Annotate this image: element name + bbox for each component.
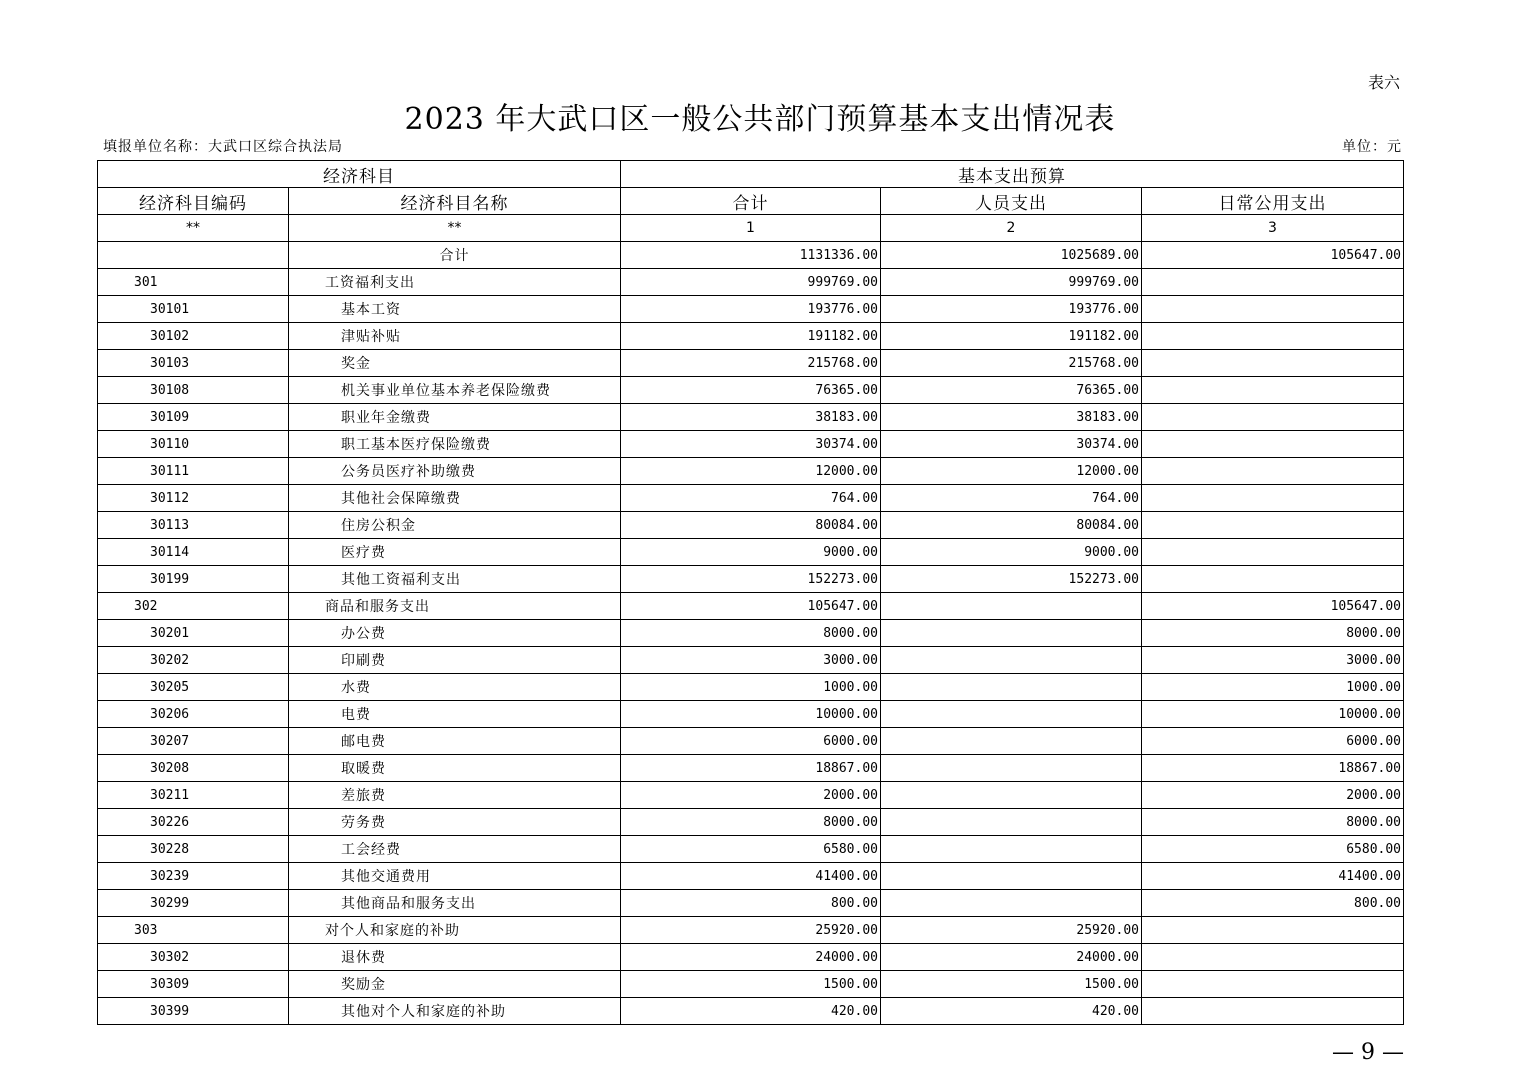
cell-code: 303 bbox=[98, 917, 289, 944]
table-row bbox=[98, 377, 1404, 404]
table-row bbox=[98, 647, 1404, 674]
table-row bbox=[98, 755, 1404, 782]
cell-total: 6000.00 bbox=[621, 728, 881, 755]
cell-personnel: 191182.00 bbox=[881, 323, 1142, 350]
table-row bbox=[98, 809, 1404, 836]
cell-name: 其他交通费用 bbox=[289, 863, 621, 890]
cell-public: 8000.00 bbox=[1142, 809, 1404, 836]
table-row bbox=[98, 323, 1404, 350]
cell-public: 18867.00 bbox=[1142, 755, 1404, 782]
index-code: ** bbox=[98, 215, 289, 242]
cell-personnel: 1025689.00 bbox=[881, 242, 1142, 269]
cell-personnel: 25920.00 bbox=[881, 917, 1142, 944]
col-header-personnel: 人员支出 bbox=[881, 188, 1142, 215]
table-row bbox=[98, 269, 1404, 296]
cell-total: 24000.00 bbox=[621, 944, 881, 971]
cell-personnel: 152273.00 bbox=[881, 566, 1142, 593]
cell-name: 其他社会保障缴费 bbox=[289, 485, 621, 512]
cell-public: 6580.00 bbox=[1142, 836, 1404, 863]
cell-public bbox=[1142, 296, 1404, 323]
cell-name: 职业年金缴费 bbox=[289, 404, 621, 431]
cell-personnel bbox=[881, 620, 1142, 647]
cell-public: 41400.00 bbox=[1142, 863, 1404, 890]
table-row bbox=[98, 782, 1404, 809]
cell-personnel bbox=[881, 647, 1142, 674]
cell-public bbox=[1142, 269, 1404, 296]
cell-name: 奖励金 bbox=[289, 971, 621, 998]
cell-total: 191182.00 bbox=[621, 323, 881, 350]
cell-name: 劳务费 bbox=[289, 809, 621, 836]
index-public: 3 bbox=[1142, 215, 1404, 242]
table-row bbox=[98, 539, 1404, 566]
cell-total: 38183.00 bbox=[621, 404, 881, 431]
cell-name: 对个人和家庭的补助 bbox=[289, 917, 621, 944]
cell-total: 10000.00 bbox=[621, 701, 881, 728]
cell-name: 机关事业单位基本养老保险缴费 bbox=[289, 377, 621, 404]
table-row bbox=[98, 485, 1404, 512]
col-header-public: 日常公用支出 bbox=[1142, 188, 1404, 215]
cell-name: 其他工资福利支出 bbox=[289, 566, 621, 593]
cell-name: 其他商品和服务支出 bbox=[289, 890, 621, 917]
cell-code: 30299 bbox=[98, 890, 289, 917]
table-row bbox=[98, 296, 1404, 323]
cell-name: 基本工资 bbox=[289, 296, 621, 323]
budget-table-body bbox=[98, 242, 1404, 1025]
cell-public: 105647.00 bbox=[1142, 593, 1404, 620]
cell-personnel bbox=[881, 701, 1142, 728]
cell-public bbox=[1142, 539, 1404, 566]
cell-code: 30208 bbox=[98, 755, 289, 782]
cell-code: 302 bbox=[98, 593, 289, 620]
cell-code: 30201 bbox=[98, 620, 289, 647]
cell-public bbox=[1142, 566, 1404, 593]
cell-code: 30206 bbox=[98, 701, 289, 728]
cell-total: 152273.00 bbox=[621, 566, 881, 593]
cell-total: 999769.00 bbox=[621, 269, 881, 296]
cell-name: 合计 bbox=[289, 242, 621, 269]
cell-total: 80084.00 bbox=[621, 512, 881, 539]
cell-name: 津贴补贴 bbox=[289, 323, 621, 350]
cell-public: 2000.00 bbox=[1142, 782, 1404, 809]
col-header-code: 经济科目编码 bbox=[98, 188, 289, 215]
cell-name: 其他对个人和家庭的补助 bbox=[289, 998, 621, 1025]
table-row bbox=[98, 566, 1404, 593]
cell-name: 印刷费 bbox=[289, 647, 621, 674]
table-row bbox=[98, 998, 1404, 1025]
cell-name: 电费 bbox=[289, 701, 621, 728]
cell-personnel bbox=[881, 782, 1142, 809]
table-row bbox=[98, 512, 1404, 539]
cell-personnel bbox=[881, 863, 1142, 890]
cell-personnel: 9000.00 bbox=[881, 539, 1142, 566]
cell-code: 30211 bbox=[98, 782, 289, 809]
cell-name: 水费 bbox=[289, 674, 621, 701]
cell-personnel: 12000.00 bbox=[881, 458, 1142, 485]
cell-personnel: 999769.00 bbox=[881, 269, 1142, 296]
cell-code: 30108 bbox=[98, 377, 289, 404]
cell-total: 9000.00 bbox=[621, 539, 881, 566]
table-row bbox=[98, 431, 1404, 458]
cell-public bbox=[1142, 512, 1404, 539]
cell-personnel: 193776.00 bbox=[881, 296, 1142, 323]
cell-code: 30112 bbox=[98, 485, 289, 512]
table-row bbox=[98, 971, 1404, 998]
table-row bbox=[98, 458, 1404, 485]
table-row bbox=[98, 728, 1404, 755]
cell-public bbox=[1142, 350, 1404, 377]
cell-public: 6000.00 bbox=[1142, 728, 1404, 755]
cell-public: 1000.00 bbox=[1142, 674, 1404, 701]
table-row bbox=[98, 242, 1404, 269]
cell-total: 1500.00 bbox=[621, 971, 881, 998]
cell-public: 3000.00 bbox=[1142, 647, 1404, 674]
cell-name: 职工基本医疗保险缴费 bbox=[289, 431, 621, 458]
cell-name: 医疗费 bbox=[289, 539, 621, 566]
col-header-total: 合计 bbox=[621, 188, 881, 215]
cell-code: 30199 bbox=[98, 566, 289, 593]
cell-total: 193776.00 bbox=[621, 296, 881, 323]
cell-total: 25920.00 bbox=[621, 917, 881, 944]
table-row bbox=[98, 890, 1404, 917]
budget-table bbox=[97, 160, 1404, 1025]
cell-public bbox=[1142, 998, 1404, 1025]
cell-public bbox=[1142, 485, 1404, 512]
cell-public bbox=[1142, 458, 1404, 485]
table-row bbox=[98, 620, 1404, 647]
cell-code: 30228 bbox=[98, 836, 289, 863]
cell-public bbox=[1142, 917, 1404, 944]
cell-total: 18867.00 bbox=[621, 755, 881, 782]
cell-code: 30114 bbox=[98, 539, 289, 566]
cell-personnel: 30374.00 bbox=[881, 431, 1142, 458]
currency-unit: 单位：元 bbox=[1342, 139, 1402, 155]
cell-total: 105647.00 bbox=[621, 593, 881, 620]
table-row bbox=[98, 701, 1404, 728]
cell-code: 30102 bbox=[98, 323, 289, 350]
cell-total: 1131336.00 bbox=[621, 242, 881, 269]
reporting-unit: 填报单位名称：大武口区综合执法局 bbox=[103, 139, 343, 155]
cell-code: 30302 bbox=[98, 944, 289, 971]
cell-personnel bbox=[881, 728, 1142, 755]
cell-total: 2000.00 bbox=[621, 782, 881, 809]
cell-name: 退休费 bbox=[289, 944, 621, 971]
cell-total: 76365.00 bbox=[621, 377, 881, 404]
cell-personnel: 215768.00 bbox=[881, 350, 1142, 377]
cell-code: 30309 bbox=[98, 971, 289, 998]
group-header-subject: 经济科目 bbox=[98, 161, 621, 188]
cell-personnel bbox=[881, 890, 1142, 917]
table-row bbox=[98, 917, 1404, 944]
cell-personnel: 764.00 bbox=[881, 485, 1142, 512]
cell-code: 30111 bbox=[98, 458, 289, 485]
cell-personnel bbox=[881, 836, 1142, 863]
index-personnel: 2 bbox=[881, 215, 1142, 242]
table-row bbox=[98, 863, 1404, 890]
cell-personnel: 80084.00 bbox=[881, 512, 1142, 539]
column-header-row bbox=[98, 188, 1404, 215]
cell-code: 30110 bbox=[98, 431, 289, 458]
cell-code: 30109 bbox=[98, 404, 289, 431]
cell-name: 差旅费 bbox=[289, 782, 621, 809]
cell-name: 办公费 bbox=[289, 620, 621, 647]
cell-personnel: 1500.00 bbox=[881, 971, 1142, 998]
cell-name: 公务员医疗补助缴费 bbox=[289, 458, 621, 485]
cell-total: 800.00 bbox=[621, 890, 881, 917]
cell-total: 764.00 bbox=[621, 485, 881, 512]
cell-public bbox=[1142, 971, 1404, 998]
page-title: 2023 年大武口区一般公共部门预算基本支出情况表 bbox=[404, 102, 1116, 137]
cell-total: 420.00 bbox=[621, 998, 881, 1025]
index-total: 1 bbox=[621, 215, 881, 242]
cell-total: 1000.00 bbox=[621, 674, 881, 701]
cell-code: 30103 bbox=[98, 350, 289, 377]
cell-total: 215768.00 bbox=[621, 350, 881, 377]
group-header-row bbox=[98, 161, 1404, 188]
cell-personnel bbox=[881, 755, 1142, 782]
table-number: 表六 bbox=[1367, 73, 1400, 92]
cell-total: 12000.00 bbox=[621, 458, 881, 485]
index-name: ** bbox=[289, 215, 621, 242]
table-row bbox=[98, 944, 1404, 971]
cell-personnel: 420.00 bbox=[881, 998, 1142, 1025]
cell-name: 邮电费 bbox=[289, 728, 621, 755]
cell-public bbox=[1142, 377, 1404, 404]
col-header-name: 经济科目名称 bbox=[289, 188, 621, 215]
cell-name: 工资福利支出 bbox=[289, 269, 621, 296]
cell-code: 30239 bbox=[98, 863, 289, 890]
cell-personnel bbox=[881, 809, 1142, 836]
page-number: — 9 — bbox=[1332, 1040, 1404, 1065]
table-row bbox=[98, 350, 1404, 377]
cell-code: 30226 bbox=[98, 809, 289, 836]
cell-code: 30113 bbox=[98, 512, 289, 539]
cell-personnel: 76365.00 bbox=[881, 377, 1142, 404]
cell-code: 30207 bbox=[98, 728, 289, 755]
cell-code: 30101 bbox=[98, 296, 289, 323]
table-row bbox=[98, 836, 1404, 863]
cell-name: 商品和服务支出 bbox=[289, 593, 621, 620]
cell-name: 取暖费 bbox=[289, 755, 621, 782]
cell-name: 住房公积金 bbox=[289, 512, 621, 539]
table-row bbox=[98, 593, 1404, 620]
cell-name: 奖金 bbox=[289, 350, 621, 377]
cell-public bbox=[1142, 323, 1404, 350]
cell-personnel: 38183.00 bbox=[881, 404, 1142, 431]
table-row bbox=[98, 404, 1404, 431]
cell-personnel bbox=[881, 593, 1142, 620]
cell-total: 8000.00 bbox=[621, 620, 881, 647]
cell-total: 8000.00 bbox=[621, 809, 881, 836]
cell-total: 6580.00 bbox=[621, 836, 881, 863]
cell-public bbox=[1142, 944, 1404, 971]
cell-code: 30202 bbox=[98, 647, 289, 674]
cell-public: 105647.00 bbox=[1142, 242, 1404, 269]
cell-public: 800.00 bbox=[1142, 890, 1404, 917]
group-header-budget: 基本支出预算 bbox=[621, 161, 1404, 188]
cell-code: 30399 bbox=[98, 998, 289, 1025]
cell-code: 30205 bbox=[98, 674, 289, 701]
cell-personnel: 24000.00 bbox=[881, 944, 1142, 971]
table-row bbox=[98, 674, 1404, 701]
index-row bbox=[98, 215, 1404, 242]
cell-total: 41400.00 bbox=[621, 863, 881, 890]
cell-personnel bbox=[881, 674, 1142, 701]
cell-code: 301 bbox=[98, 269, 289, 296]
cell-public: 8000.00 bbox=[1142, 620, 1404, 647]
cell-name: 工会经费 bbox=[289, 836, 621, 863]
cell-code bbox=[98, 242, 289, 269]
cell-public: 10000.00 bbox=[1142, 701, 1404, 728]
cell-total: 3000.00 bbox=[621, 647, 881, 674]
cell-total: 30374.00 bbox=[621, 431, 881, 458]
cell-public bbox=[1142, 404, 1404, 431]
cell-public bbox=[1142, 431, 1404, 458]
